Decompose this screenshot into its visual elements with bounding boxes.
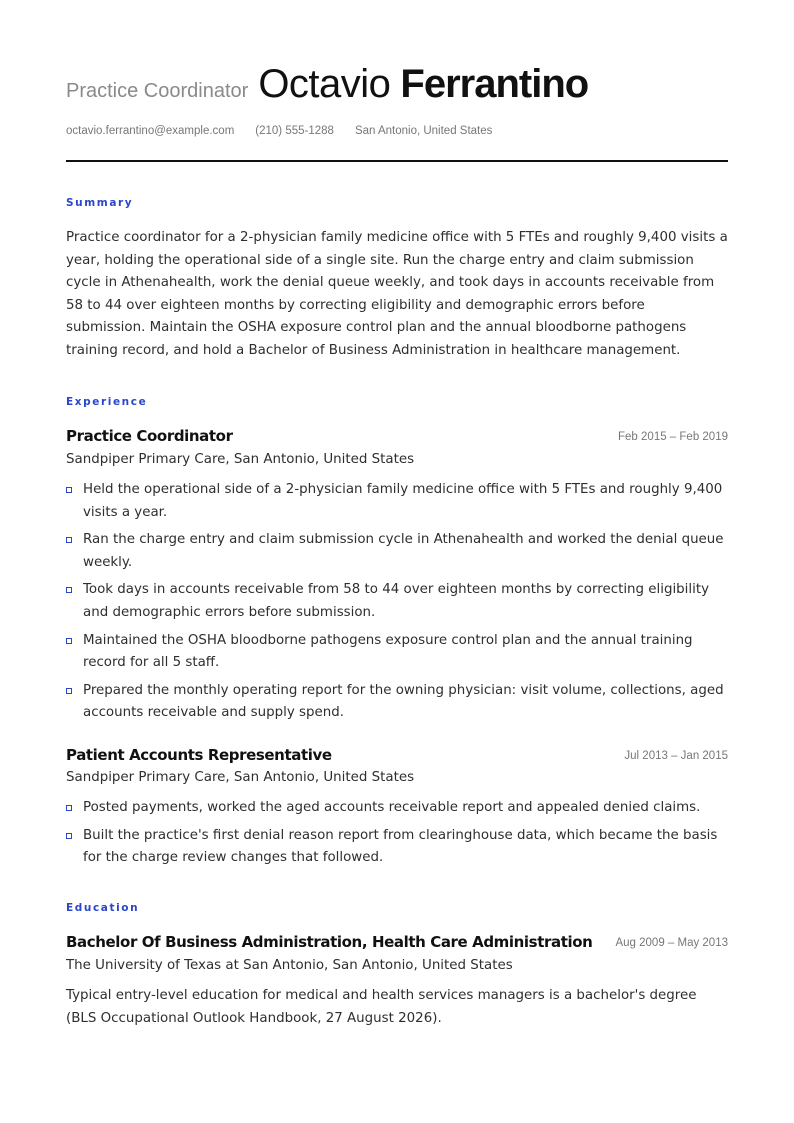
bullet-list xyxy=(66,479,728,730)
resume-header xyxy=(66,62,588,107)
bullet-square-icon xyxy=(66,587,72,593)
job-title: Practice Coordinator xyxy=(66,80,249,102)
bullet-text: Prepared the monthly operating report for the owning physician: visit volume, collections, aged accounts receivable and supply spend. xyxy=(83,682,724,721)
list-item xyxy=(66,479,728,524)
list-item xyxy=(66,825,728,870)
bullet-list xyxy=(66,797,728,875)
bullet-text: Posted payments, worked the aged accounts receivable report and appealed denied claims. xyxy=(83,800,701,815)
bullet-square-icon xyxy=(66,487,72,493)
bullet-text: Held the operational side of a 2-physician family medicine office with 5 FTEs and roughly 9,400 visits a year. xyxy=(83,482,723,520)
location-text: San Antonio, United States xyxy=(354,125,493,137)
first-name: Octavio xyxy=(258,62,391,106)
header-divider xyxy=(66,160,728,162)
last-name: Ferrantino xyxy=(400,62,589,106)
education-dates: Aug 2009 – May 2013 xyxy=(615,937,728,949)
education-note: Typical entry-level education for medical and health services managers is a bachelor's degree (BLS Occupational Outlook Handbook, 27 August 2026). xyxy=(66,988,697,1026)
list-item xyxy=(66,529,728,574)
phone-text[interactable]: (210) 555-1288 xyxy=(255,125,334,137)
bullet-square-icon xyxy=(66,638,72,644)
position-dates: Feb 2015 – Feb 2019 xyxy=(618,431,728,443)
bullet-square-icon xyxy=(66,833,72,839)
position-title: Patient Accounts Representative xyxy=(66,746,332,764)
employer-text: Sandpiper Primary Care, San Antonio, United States xyxy=(66,452,415,467)
bullet-square-icon xyxy=(66,805,72,811)
bullet-text: Took days in accounts receivable from 58 to 44 over eighteen months by correcting eligibility and demographic errors before submission. xyxy=(83,582,710,620)
list-item xyxy=(66,680,728,725)
employer-text: Sandpiper Primary Care, San Antonio, United States xyxy=(66,770,415,785)
email-text[interactable]: octavio.ferrantino@example.com xyxy=(66,125,235,137)
school-text: The University of Texas at San Antonio, San Antonio, United States xyxy=(66,958,513,973)
bullet-text: Ran the charge entry and claim submission cycle in Athenahealth and worked the denial queue weekly. xyxy=(83,532,724,570)
bullet-square-icon xyxy=(66,537,72,543)
list-item xyxy=(66,579,728,624)
contact-info xyxy=(66,125,513,137)
bullet-text: Maintained the OSHA bloodborne pathogens exposure control plan and the annual training record for all 5 staff. xyxy=(83,632,693,671)
bullet-text: Built the practice's first denial reason report from clearinghouse data, which became the basis for the charge review changes that followed. xyxy=(83,827,718,866)
summary-heading: Summary xyxy=(66,197,134,209)
bullet-square-icon xyxy=(66,688,72,694)
position-dates: Jul 2013 – Jan 2015 xyxy=(624,750,728,762)
degree-title: Bachelor Of Business Administration, Health Care Administration xyxy=(66,933,593,951)
summary-text: Practice coordinator for a 2-physician family medicine office with 5 FTEs and roughly 9,400 visits a year, holding the operational side of a single site. Run the charge entry and claim submission cycle in Athenahealth, work the denial queue weekly, and took days in accounts receivable from 58 to 44 over eighteen months by correcting eligibility and demographic errors before submission. Maintain the OSHA exposure control plan and the annual bloodborne pathogens training record, and hold a Bachelor of Business Administration in healthcare management. xyxy=(66,230,728,358)
education-heading: Education xyxy=(66,902,140,914)
experience-heading: Experience xyxy=(66,396,148,408)
position-title: Practice Coordinator xyxy=(66,427,233,445)
list-item xyxy=(66,630,728,675)
list-item xyxy=(66,797,728,820)
